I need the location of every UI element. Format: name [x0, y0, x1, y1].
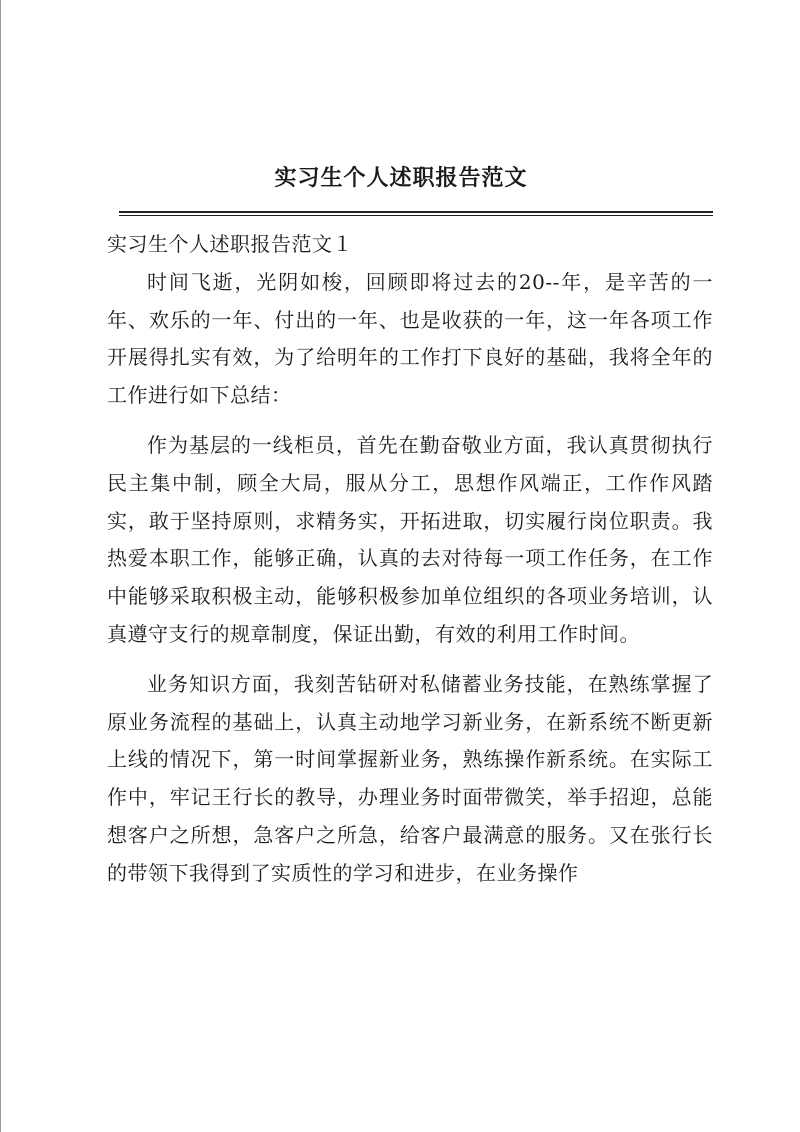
section-heading: 实习生个人述职报告范文１	[107, 232, 353, 256]
paragraph-1: 时间飞逝，光阴如梭，回顾即将过去的20--年，是辛苦的一年、欢乐的一年、付出的一年、也是收获的一年，这一年各项工作开展得扎实有效，为了给明年的工作打下良好的基础，我将全年的工作进行如下总结：	[107, 269, 713, 408]
paragraph-3: 业务知识方面，我刻苦钻研对私储蓄业务技能，在熟练掌握了原业务流程的基础上，认真主动地学习新业务，在新系统不断更新上线的情况下，第一时间掌握新业务，熟练操作新系统。在实际工作中，牢记王行长的教导，办理业务时面带微笑，举手招迎，总能想客户之所想，急客户之所急，给客户最满意的服务。又在张行长的带领下我得到了实质性的学习和进步，在业务操作	[107, 671, 713, 885]
document-body	[107, 226, 713, 893]
title-divider	[119, 211, 713, 216]
page-title: 实习生个人述职报告范文	[274, 165, 528, 191]
paragraph-2: 作为基层的一线柜员，首先在勤奋敬业方面，我认真贯彻执行民主集中制，顾全大局，服从分工，思想作风端正，工作作风踏实，敢于坚持原则，求精务实，开拓进取，切实履行岗位职责。我热爱本职工作，能够正确，认真的去对待每一项工作任务，在工作中能够采取积极主动，能够积极参加单位组织的各项业务培训，认真遵守支行的规章制度，保证出勤，有效的利用工作时间。	[107, 432, 713, 646]
